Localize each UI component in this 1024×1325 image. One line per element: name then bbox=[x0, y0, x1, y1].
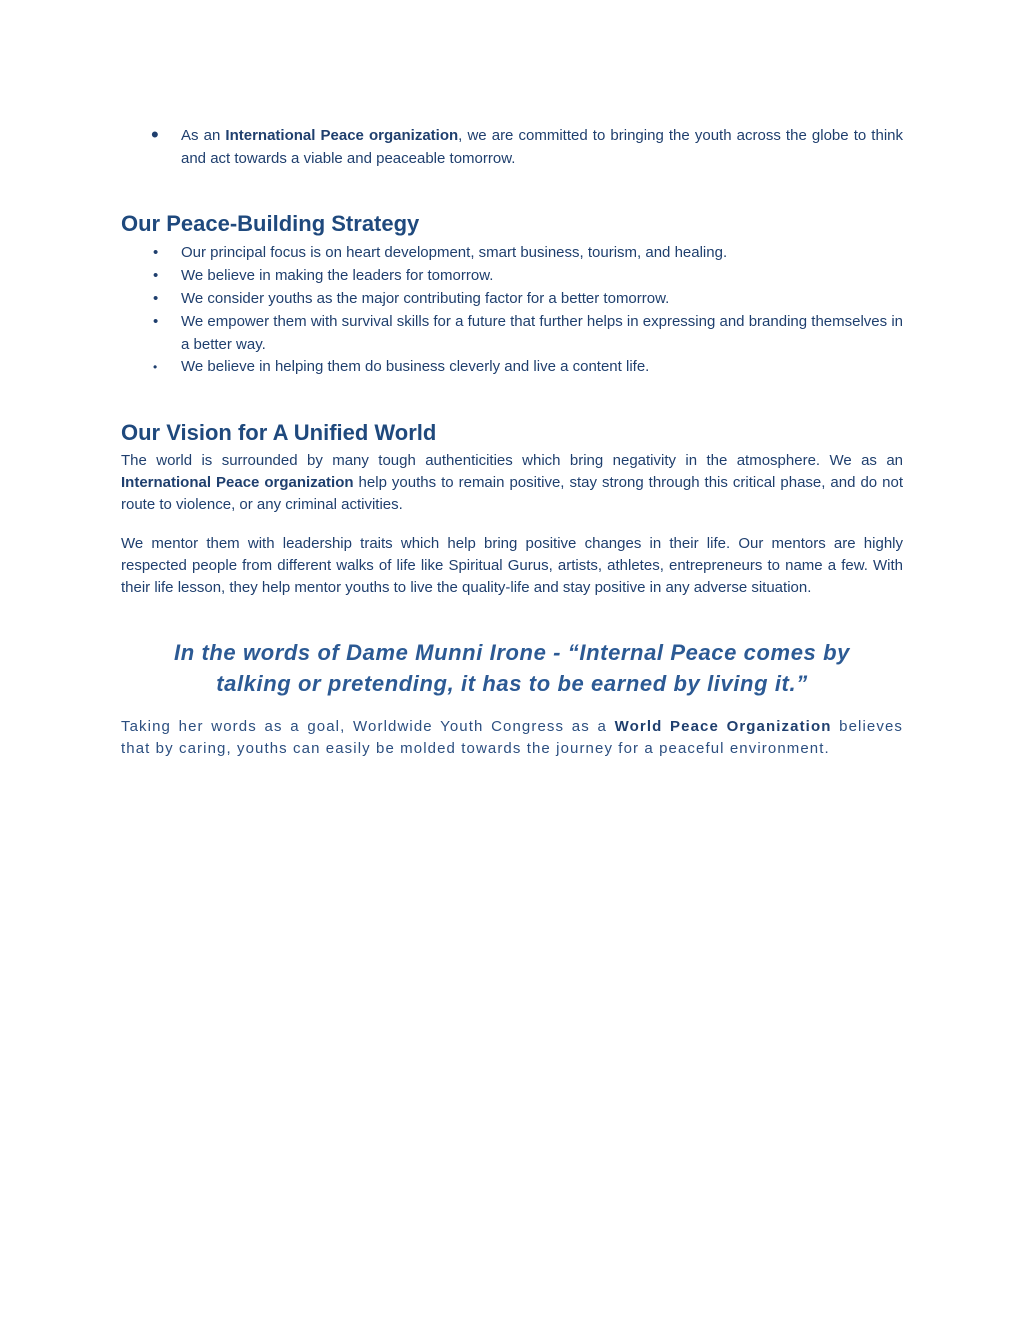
vision-p1-start: The world is surrounded by many tough authenticities which bring negativity in the atmosphere. We as an bbox=[121, 452, 903, 469]
bullet-icon: • bbox=[153, 313, 159, 330]
pull-quote bbox=[121, 637, 903, 699]
intro-bold: International Peace organization bbox=[225, 127, 459, 144]
intro-suffix: , we are committed to bringing the youth across the globe to think and act towards a viable and peaceable tomorrow. bbox=[181, 127, 903, 167]
intro-prefix: As an bbox=[181, 127, 226, 144]
closing-bold: World Peace Organization bbox=[614, 718, 832, 735]
vision-paragraph-2: We mentor them with leadership traits which help bring positive changes in their life. Our mentors are highly respected people from different walks of life like Spiritual Gurus, artists, athletes, entrepreneurs to name a few. With their life lesson, they help mentor youths to live the quality-life and stay positive in any adverse situation. bbox=[121, 535, 903, 596]
list-item-text: Our principal focus is on heart development, smart business, tourism, and healing. bbox=[181, 244, 728, 261]
vision-p1-bold: International Peace organization bbox=[121, 474, 354, 491]
list-item-text: We consider youths as the major contributing factor for a better tomorrow. bbox=[181, 290, 670, 307]
closing-paragraph bbox=[121, 716, 903, 760]
vision-p1-end: help youths to remain positive, stay strong through this critical phase, and do not route to violence, or any criminal activities. bbox=[121, 474, 903, 513]
quote-line-1: In the words of Dame Munni Irone - “Internal Peace comes by bbox=[174, 640, 850, 665]
bullet-icon: • bbox=[153, 360, 158, 374]
closing-start: Taking her words as a goal, Worldwide Youth Congress as a bbox=[121, 718, 615, 735]
list-item-text: We believe in making the leaders for tomorrow. bbox=[181, 267, 494, 284]
vision-heading: Our Vision for A Unified World bbox=[121, 420, 437, 445]
vision-paragraph-1 bbox=[121, 450, 903, 516]
bullet-icon: • bbox=[153, 267, 159, 284]
quote-line-2: talking or pretending, it has to be earned by living it.” bbox=[216, 671, 808, 696]
bullet-icon: • bbox=[153, 290, 159, 307]
strategy-heading: Our Peace-Building Strategy bbox=[121, 211, 420, 236]
bullet-icon: • bbox=[151, 122, 159, 147]
list-item-text: We empower them with survival skills for a future that further helps in expressing and branding themselves in a better way. bbox=[181, 313, 903, 353]
intro-bullet-text bbox=[181, 125, 903, 170]
list-item-text: We believe in helping them do business cleverly and live a content life. bbox=[181, 358, 650, 375]
closing-end: believes that by caring, youths can easily be molded towards the journey for a peaceful environment. bbox=[121, 718, 903, 757]
bullet-icon: • bbox=[153, 244, 159, 261]
